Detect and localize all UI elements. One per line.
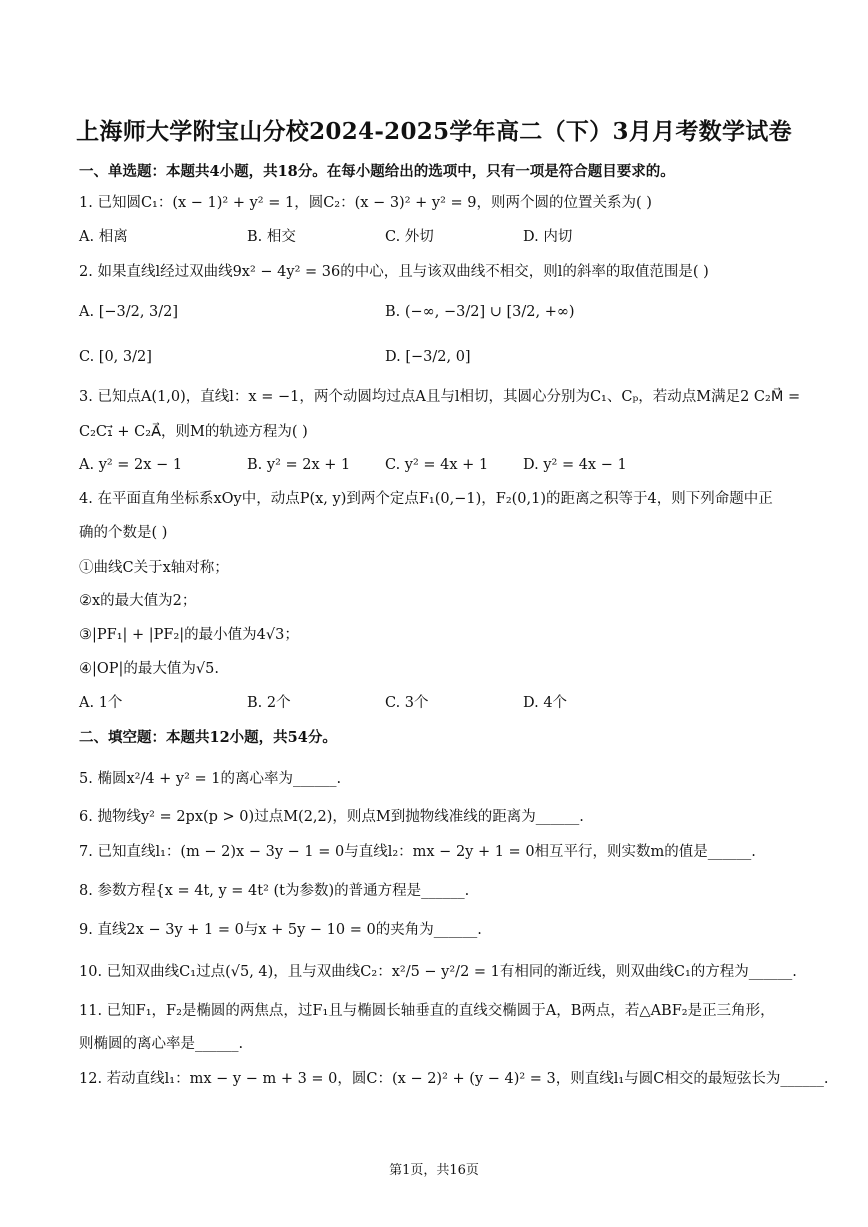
q2-option-d: D. [−3/2, 0] <box>385 349 471 365</box>
q3-option-d: D. y² = 4x − 1 <box>523 457 627 473</box>
q3-option-b: B. y² = 2x + 1 <box>247 457 351 473</box>
page-title: 上海师大学附宝山分校2024-2025学年高二（下）3月月考数学试卷 <box>76 118 792 145</box>
question-2-stem: 2. 如果直线l经过双曲线9x² − 4y² = 36的中心，且与该双曲线不相交，则l的斜率的取值范围是( ) <box>79 264 709 280</box>
q4-statement-4: ④|OP|的最大值为√5. <box>79 661 219 677</box>
question-1-stem: 1. 已知圆C₁：(x − 1)² + y² = 1，圆C₂：(x − 3)² + y² = 9，则两个圆的位置关系为( ) <box>79 195 652 211</box>
question-4-stem-line2: 确的个数是( ) <box>79 525 168 541</box>
section-heading-single-choice: 一、单选题：本题共4小题，共18分。在每小题给出的选项中，只有一项是符合题目要求的。 <box>79 163 675 180</box>
question-4-stem-line1: 4. 在平面直角坐标系xOy中，动点P(x, y)到两个定点F₁(0,−1)，F₂(0,1)的距离之积等于4，则下列命题中正 <box>79 491 773 507</box>
question-3-stem-line1: 3. 已知点A(1,0)，直线l：x = −1，两个动圆均过点A且与l相切，其圆心分别为C₁、Cₚ，若动点M满足2 C₂M⃗ = <box>79 389 801 405</box>
question-11-line1: 11. 已知F₁，F₂是椭圆的两焦点，过F₁且与椭圆长轴垂直的直线交椭圆于A，B两点，若△ABF₂是正三角形， <box>79 1003 775 1019</box>
q1-option-d: D. 内切 <box>523 229 573 245</box>
q2-option-a: A. [−3/2, 3/2] <box>79 304 179 320</box>
question-12: 12. 若动直线l₁：mx − y − m + 3 = 0，圆C：(x − 2)² + (y − 4)² = 3，则直线l₁与圆C相交的最短弦长为______. <box>79 1071 829 1087</box>
q2-option-b: B. (−∞, −3/2] ∪ [3/2, +∞) <box>385 304 575 320</box>
q1-option-c: C. 外切 <box>385 229 434 245</box>
q4-option-a: A. 1个 <box>79 695 123 711</box>
q4-statement-2: ②x的最大值为2； <box>79 593 197 609</box>
q2-option-c: C. [0, 3/2] <box>79 349 152 365</box>
q3-option-c: C. y² = 4x + 1 <box>385 457 489 473</box>
q4-option-d: D. 4个 <box>523 695 568 711</box>
page-footer: 第1页，共16页 <box>389 1163 479 1178</box>
question-10: 10. 已知双曲线C₁过点(√5, 4)，且与双曲线C₂：x²/5 − y²/2 = 1有相同的渐近线，则双曲线C₁的方程为______. <box>79 964 797 980</box>
q1-option-a: A. 相离 <box>79 229 128 245</box>
question-8: 8. 参数方程{x = 4t, y = 4t² (t为参数)的普通方程是______. <box>79 883 470 899</box>
q3-option-a: A. y² = 2x − 1 <box>79 457 183 473</box>
question-3-stem-line2: C₂C₁⃗ + C₂A⃗，则M的轨迹方程为( ) <box>79 424 308 440</box>
section-heading-fill-blank: 二、填空题：本题共12小题，共54分。 <box>79 729 337 746</box>
q1-option-b: B. 相交 <box>247 229 296 245</box>
question-5: 5. 椭圆x²/4 + y² = 1的离心率为______. <box>79 771 342 787</box>
q4-statement-3: ③|PF₁| + |PF₂|的最小值为4√3； <box>79 627 299 643</box>
q4-statement-1: ①曲线C关于x轴对称； <box>79 560 229 576</box>
q4-option-b: B. 2个 <box>247 695 291 711</box>
question-7: 7. 已知直线l₁：(m − 2)x − 3y − 1 = 0与直线l₂：mx − 2y + 1 = 0相互平行，则实数m的值是______. <box>79 844 756 860</box>
question-9: 9. 直线2x − 3y + 1 = 0与x + 5y − 10 = 0的夹角为______. <box>79 922 482 938</box>
question-6: 6. 抛物线y² = 2px(p > 0)过点M(2,2)，则点M到抛物线准线的距离为______. <box>79 809 584 825</box>
q4-option-c: C. 3个 <box>385 695 429 711</box>
question-11-line2: 则椭圆的离心率是______. <box>79 1036 244 1052</box>
